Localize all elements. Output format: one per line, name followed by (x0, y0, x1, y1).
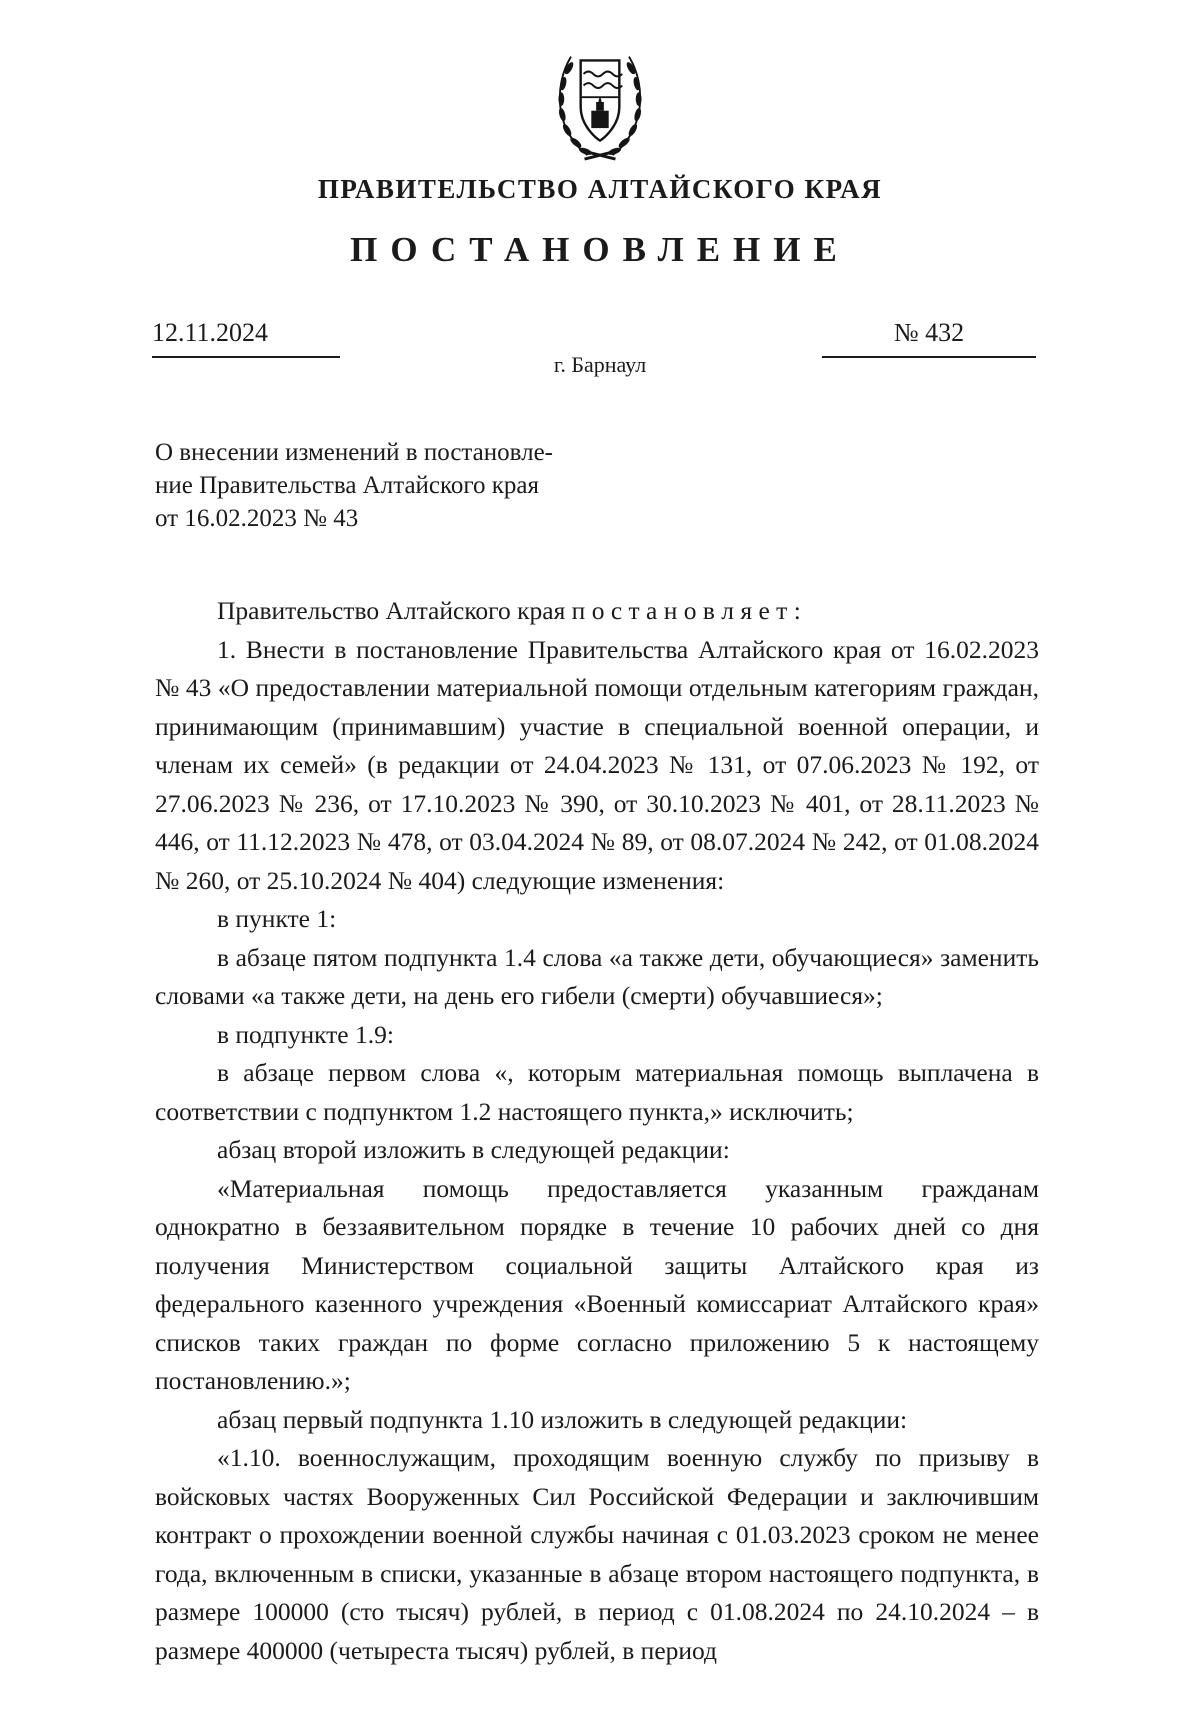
body-paragraph: «Материальная помощь предоставляется указанным гражданам однократно в беззаявительном порядке в течение 10 рабочих дней со дня получения Министерством социальной защиты Алтайского края из федерального казенного учреждения «Военный комиссариат Алтайского края» списков таких граждан по форме согласно приложению 5 к настоящему постановлению.»; (155, 1173, 1039, 1395)
document-date: 12.11.2024 (152, 318, 340, 358)
subject-line: ние Правительства Алтайского края (155, 472, 540, 499)
body-paragraph: абзац второй изложить в следующей редакции: (217, 1135, 730, 1164)
document-type-title: ПОСТАНОВЛЕНИЕ (350, 230, 850, 269)
body-paragraph: в абзаце первом слова «, которым материальная помощь выплачена в соответствии с подпунктом 1.2 настоящего пункта,» исключить; (155, 1058, 1039, 1126)
body-paragraph: в абзаце пятом подпункта 1.4 слова «а также дети, обучающиеся» заменить словами «а также дети, на день его гибели (смерти) обучавшиеся»; (155, 942, 1039, 1010)
document-number: № 432 (822, 318, 1036, 358)
document-subject (155, 436, 607, 535)
document-place: г. Барнаул (553, 352, 647, 377)
body-paragraph: в пункте 1: (217, 904, 337, 933)
subject-line: от 16.02.2023 № 43 (155, 505, 359, 532)
org-title: ПРАВИТЕЛЬСТВО АЛТАЙСКОГО КРАЯ (317, 174, 883, 204)
subject-line: О внесении изменений в постановле- (155, 439, 553, 466)
body-paragraph: в подпункте 1.9: (217, 1019, 394, 1049)
coat-of-arms-icon (542, 40, 658, 164)
body-paragraph: 1. Внести в постановление Правительства Алтайского края от 16.02.2023 № 43 «О предоставлении материальной помощи отдельным категориям граждан, принимающим (принимавшим) участие в специальной военной операции, и членам их семей» (в редакции от 24.04.2023 № 131, от 07.06.2023 № 192, от 27.06.2023 № 236, от 17.10.2023 № 390, от 30.10.2023 № 401, от 28.11.2023 № 446, от 11.12.2023 № 478, от 03.04.2024 № 89, от 08.07.2024 № 242, от 01.08.2024 № 260, от 25.10.2024 № 404) следующие изменения: (155, 634, 1039, 895)
body-paragraph: абзац первый подпункта 1.10 изложить в следующей редакции: (217, 1404, 908, 1434)
body-paragraph: Правительство Алтайского края п о с т а н о в л я е т : (217, 596, 801, 625)
document-body (155, 592, 1039, 1670)
body-paragraph: «1.10. военнослужащим, проходящим военную службу по призыву в войсковых частях Вооруженных Сил Российской Федерации и заключившим контракт о прохождении военной службы начиная с 01.03.2023 сроком не менее года, включенным в списки, указанные в абзаце втором настоящего подпункта, в размере 100000 (сто тысяч) рублей, в период с 01.08.2024 по 24.10.2024 – в размере 400000 (четыреста тысяч) рублей, в период (155, 1443, 1039, 1665)
